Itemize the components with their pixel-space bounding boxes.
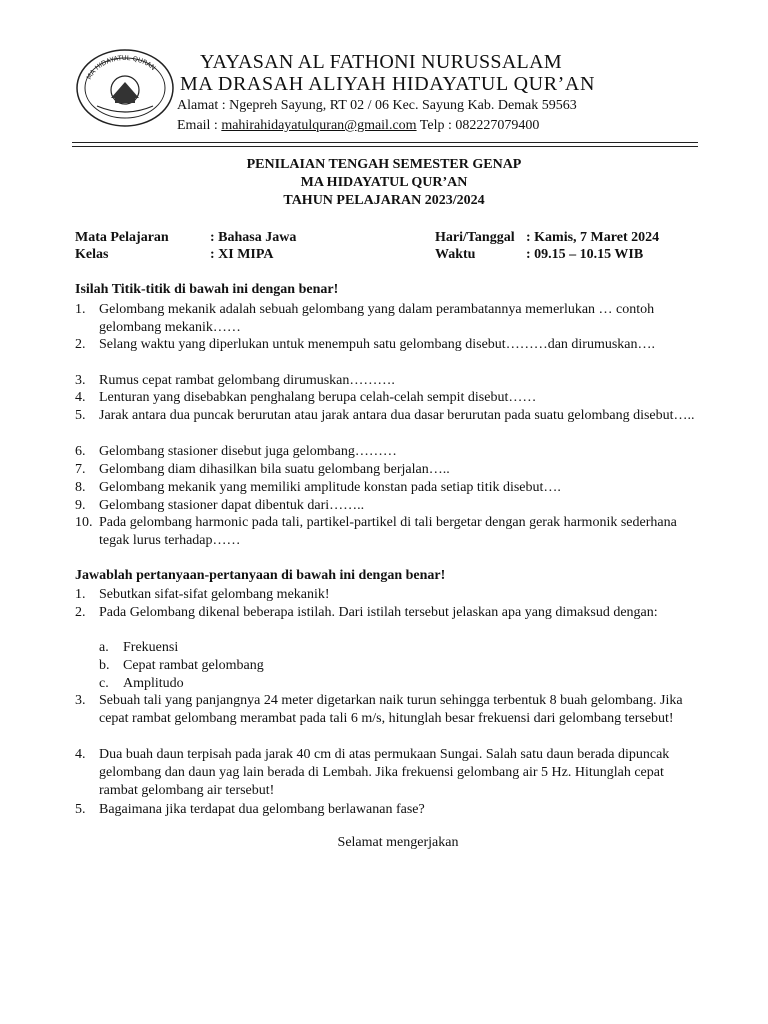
foundation-name: YAYASAN AL FATHONI NURUSSALAM: [200, 51, 562, 73]
question-number: 4.: [75, 390, 86, 405]
question-item: [75, 692, 705, 728]
question-item: [75, 479, 705, 497]
question-number: 5.: [75, 408, 86, 423]
question-number: 3.: [75, 373, 86, 388]
question-text: Bagaimana jika terdapat dua gelombang berlawanan fase?: [99, 802, 425, 817]
question-text: Selang waktu yang diperlukan untuk menempuh satu gelombang disebut………dan dirumuskan….: [99, 337, 656, 352]
exam-title-line3: TAHUN PELAJARAN 2023/2024: [283, 193, 485, 208]
question-item: [75, 586, 705, 604]
question-item: [75, 301, 705, 337]
sub-item-letter: b.: [99, 658, 110, 673]
question-item: [75, 336, 705, 354]
question-text: Dua buah daun terpisah pada jarak 40 cm di atas permukaan Sungai. Salah satu daun berada dipuncak gelombang dan daun yag lain berada di Lembah. Jika frekuensi gelombang air 5 Hz. Hitunglah cepat rambat gelombang air tersebut!: [99, 747, 670, 798]
question-number: 9.: [75, 498, 86, 513]
email-link[interactable]: mahirahidayatulquran@gmail.com: [221, 118, 417, 133]
question-number: 1.: [75, 587, 86, 602]
sub-item: [99, 657, 264, 675]
header-divider-thin: [72, 146, 698, 147]
question-text: Sebuah tali yang panjangnya 24 meter digetarkan naik turun sehingga terbentuk 8 buah gelombang. Jika cepat rambat gelombang merambat pada tali 6 m/s, hitunglah besar frekuensi dari gelombang tersebut!: [99, 693, 683, 726]
section2-instruction: Jawablah pertanyaan-pertanyaan di bawah ini dengan benar!: [75, 568, 446, 583]
question-text: Pada Gelombang dikenal beberapa istilah. Dari istilah tersebut jelaskan apa yang dimaksud dengan:: [99, 605, 658, 620]
school-address: Alamat : Ngepreh Sayung, RT 02 / 06 Kec. Sayung Kab. Demak 59563: [177, 98, 577, 113]
section1-instruction: Isilah Titik-titik di bawah ini dengan benar!: [75, 282, 339, 297]
class-label: Kelas: [75, 247, 109, 262]
subject-value: : Bahasa Jawa: [210, 230, 297, 245]
question-item: [75, 389, 705, 407]
sub-item-text: Cepat rambat gelombang: [123, 658, 264, 673]
sub-item-text: Amplitudo: [123, 676, 184, 691]
email-label: Email :: [177, 118, 222, 133]
question-item: [75, 604, 705, 622]
question-number: 6.: [75, 444, 86, 459]
question-number: 7.: [75, 462, 86, 477]
question-text: Gelombang stasioner dapat dibentuk dari……..: [99, 498, 365, 513]
exam-title-line2: MA HIDAYATUL QUR’AN: [300, 175, 468, 190]
question-text: Sebutkan sifat-sifat gelombang mekanik!: [99, 587, 330, 602]
question-text: Pada gelombang harmonic pada tali, partikel-partikel di tali bergetar dengan gerak harmonik sederhana tegak lurus terhadap……: [99, 515, 677, 548]
question-number: 10.: [75, 515, 93, 530]
day-label: Hari/Tanggal: [435, 230, 515, 245]
sub-item-letter: c.: [99, 676, 109, 691]
question-item: [75, 443, 705, 461]
question-number: 8.: [75, 480, 86, 495]
time-value: : 09.15 – 10.15 WIB: [526, 247, 644, 262]
question-item: [75, 514, 705, 550]
question-text: Gelombang diam dihasilkan bila suatu gelombang berjalan…..: [99, 462, 450, 477]
question-number: 2.: [75, 337, 86, 352]
sub-item: [99, 675, 184, 693]
question-number: 1.: [75, 302, 86, 317]
question-item: [75, 461, 705, 479]
sub-item: [99, 639, 178, 657]
question-number: 2.: [75, 605, 86, 620]
subject-label: Mata Pelajaran: [75, 230, 169, 245]
question-number: 3.: [75, 693, 86, 708]
question-item: [75, 801, 705, 819]
question-text: Lenturan yang disebabkan penghalang berupa celah-celah sempit disebut……: [99, 390, 537, 405]
logo-text: MA HIDAYATUL QURAN: [84, 53, 158, 81]
school-name: MA DRASAH ALIYAH HIDAYATUL QUR’AN: [180, 73, 596, 95]
question-text: Rumus cepat rambat gelombang dirumuskan……….: [99, 373, 395, 388]
question-text: Jarak antara dua puncak berurutan atau jarak antara dua dasar berurutan pada suatu gelombang disebut…..: [99, 408, 695, 423]
question-item: [75, 372, 705, 390]
question-item: [75, 407, 705, 425]
class-value: : XI MIPA: [210, 247, 274, 262]
day-value: : Kamis, 7 Maret 2024: [526, 230, 660, 245]
sub-item-text: Frekuensi: [123, 640, 179, 655]
question-text: Gelombang mekanik adalah sebuah gelombang yang dalam perambatannya memerlukan … contoh gelombang mekanik……: [99, 302, 655, 335]
phone-number: Telp : 082227079400: [416, 118, 540, 133]
question-text: Gelombang mekanik yang memiliki amplitude konstan pada setiap titik disebut….: [99, 480, 561, 495]
contact-line: [177, 118, 539, 134]
exam-title-line1: PENILAIAN TENGAH SEMESTER GENAP: [246, 157, 522, 172]
closing-message: Selamat mengerjakan: [337, 835, 459, 850]
header-divider: [72, 142, 698, 143]
question-text: Gelombang stasioner disebut juga gelombang………: [99, 444, 397, 459]
question-number: 5.: [75, 802, 86, 817]
question-item: [75, 746, 705, 800]
question-item: [75, 497, 705, 515]
school-logo: [75, 48, 175, 128]
sub-item-letter: a.: [99, 640, 109, 655]
time-label: Waktu: [435, 247, 476, 262]
question-number: 4.: [75, 747, 86, 762]
